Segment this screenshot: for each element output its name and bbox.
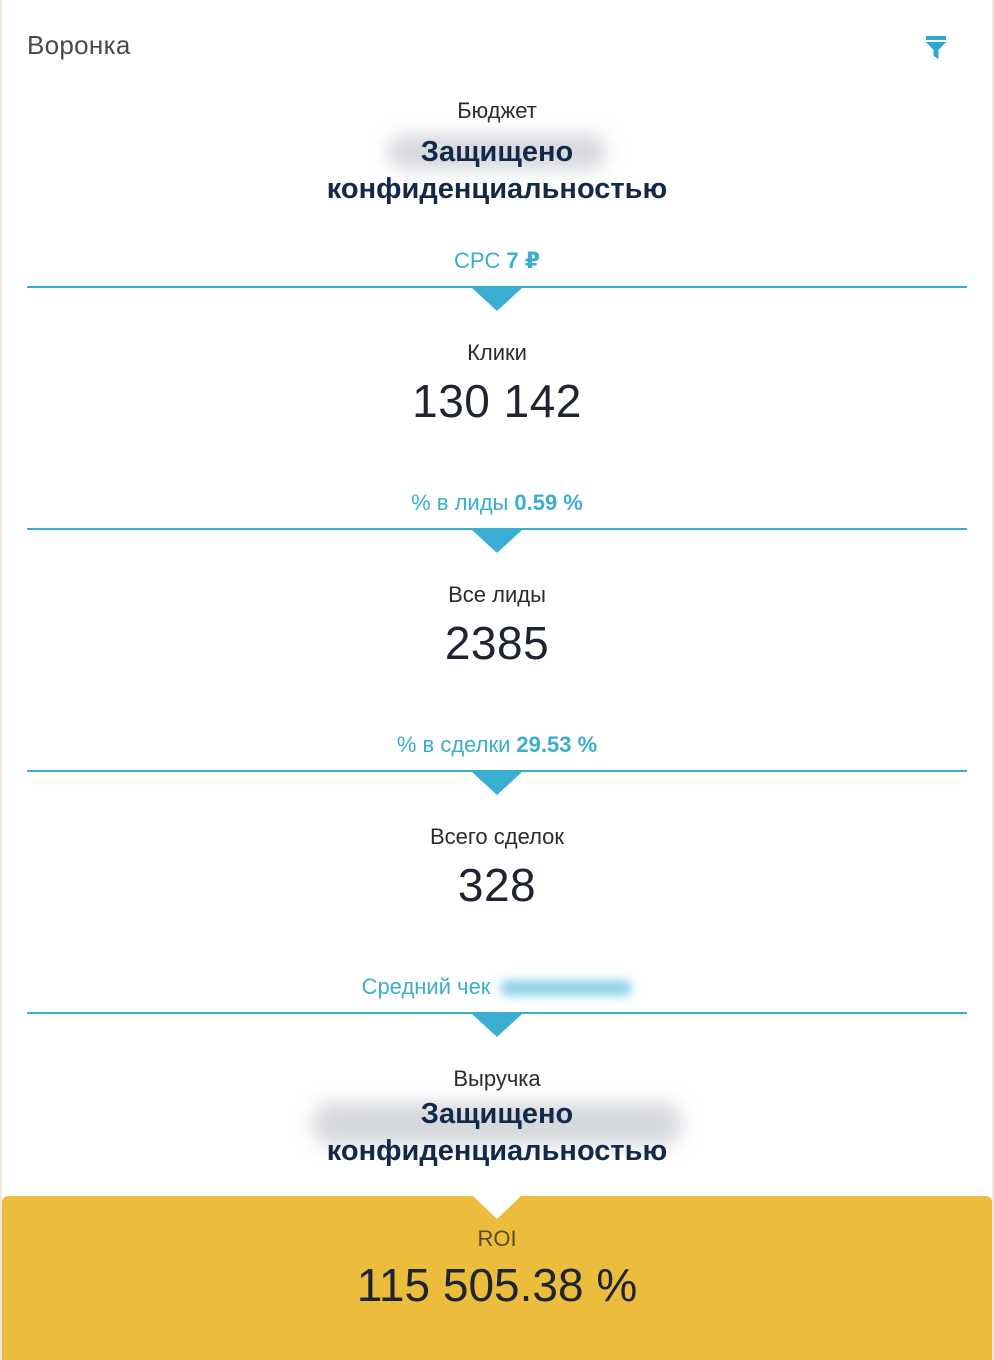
budget-value-line2: конфиденциальностью xyxy=(326,173,668,205)
roi-block xyxy=(2,1196,992,1360)
clicks-stage xyxy=(2,338,992,430)
to-leads-row xyxy=(2,488,992,518)
leads-stage xyxy=(2,580,992,672)
budget-label: Бюджет xyxy=(457,98,537,123)
clicks-label: Клики xyxy=(467,340,527,365)
avg-check-blurred-value xyxy=(500,980,632,996)
down-arrow-icon xyxy=(472,1014,522,1037)
revenue-value-line1: Защищено xyxy=(420,1098,574,1130)
deals-value: 328 xyxy=(457,859,537,911)
revenue-value-line2: конфиденциальностью xyxy=(326,1135,668,1167)
deals-stage xyxy=(2,822,992,914)
roi-value: 115 505.38 % xyxy=(356,1259,638,1311)
card-title: Воронка xyxy=(27,30,131,60)
roi-notch xyxy=(472,1195,522,1219)
clicks-value: 130 142 xyxy=(412,375,582,427)
avg-check-row xyxy=(2,972,992,1002)
funnel-card xyxy=(2,0,992,1360)
cpc-value: 7 ₽ xyxy=(506,248,541,273)
filter-icon[interactable] xyxy=(922,34,950,62)
deals-label: Всего сделок xyxy=(429,824,565,849)
down-arrow-icon xyxy=(472,288,522,311)
to-leads-value: 0.59 % xyxy=(514,490,583,515)
to-deals-row xyxy=(2,730,992,760)
cpc-row xyxy=(2,246,992,276)
down-arrow-icon xyxy=(472,530,522,553)
to-leads-label: % в лиды xyxy=(411,490,509,515)
cpc-label: CPC xyxy=(453,248,501,273)
to-deals-label: % в сделки xyxy=(396,732,511,757)
budget-value-line1: Защищено xyxy=(420,136,574,168)
leads-value: 2385 xyxy=(444,617,550,669)
leads-label: Все лиды xyxy=(448,582,546,607)
roi-label: ROI xyxy=(477,1226,517,1251)
avg-check-label: Средний чек xyxy=(361,974,491,999)
down-arrow-icon xyxy=(472,772,522,795)
budget-stage xyxy=(2,96,992,208)
revenue-stage xyxy=(2,1064,992,1170)
filter-icon-glyph xyxy=(922,34,950,62)
to-deals-value: 29.53 % xyxy=(516,732,598,757)
revenue-label: Выручка xyxy=(453,1066,541,1091)
